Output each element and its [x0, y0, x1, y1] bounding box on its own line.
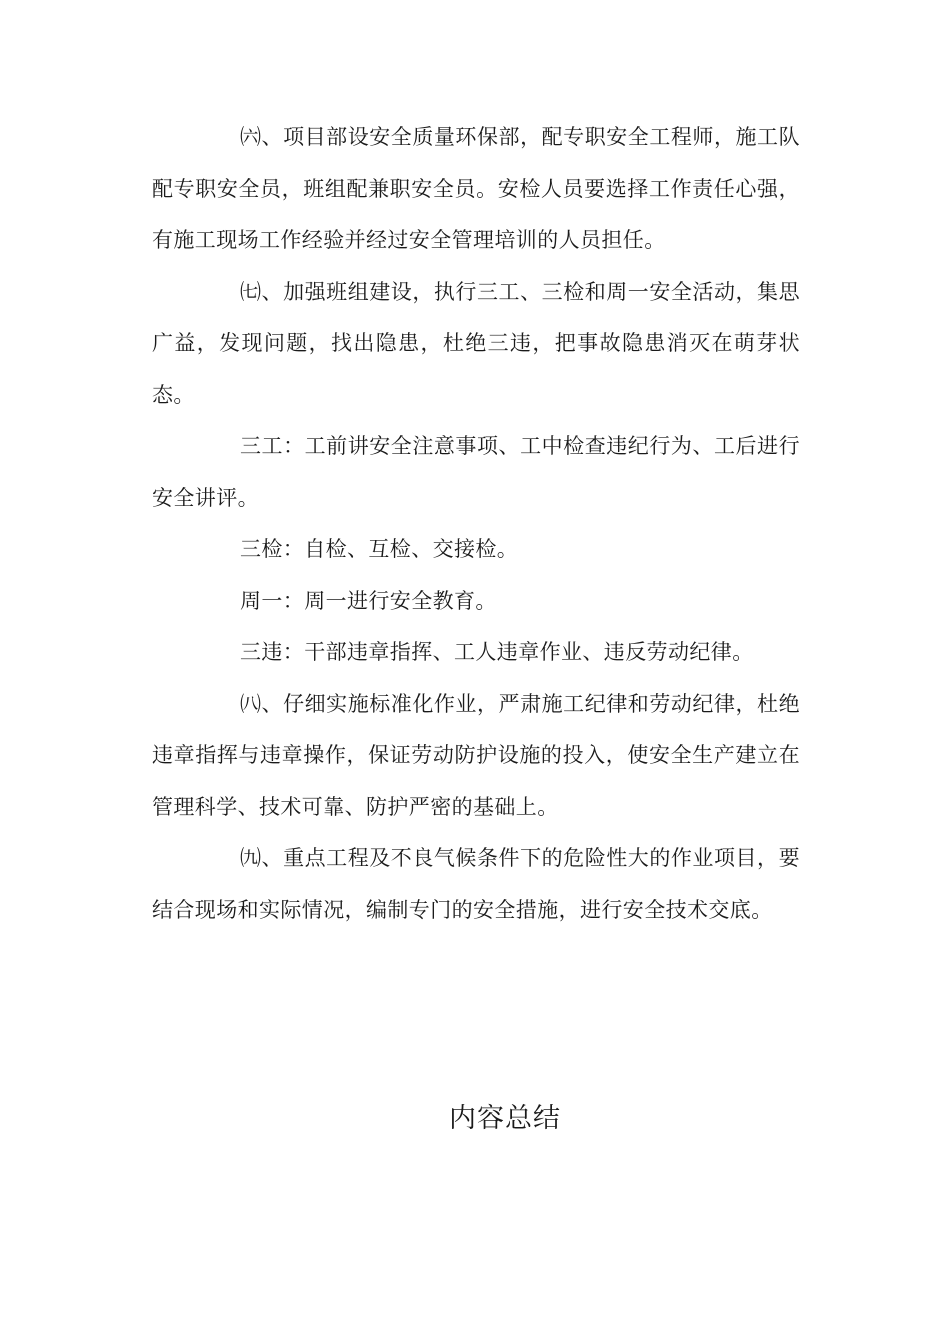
paragraph-standardized-work: ㈧、仔细实施标准化作业，严肃施工纪律和劳动纪律，杜绝违章指挥与违章操作，保证劳动防护设施的投入，使安全生产建立在管理科学、技术可靠、防护严密的基础上。: [152, 691, 800, 819]
paragraph-safety-department: ㈥、项目部设安全质量环保部，配专职安全工程师，施工队配专职安全员，班组配兼职安全员。安检人员要选择工作责任心强，有施工现场工作经验并经过安全管理培训的人员担任。: [152, 125, 800, 252]
paragraph-monday: 周一：周一进行安全教育。: [240, 588, 497, 613]
paragraph-three-violations: 三违：干部违章指挥、工人违章作业、违反劳动纪律。: [240, 640, 754, 664]
paragraph-team-building: ㈦、加强班组建设，执行三工、三检和周一安全活动，集思广益，发现问题，找出隐患，杜绝三违，把事故隐患消灭在萌芽状态。: [152, 279, 800, 407]
summary-heading: 内容总结: [449, 1103, 561, 1134]
document-body: [152, 112, 800, 936]
paragraph-three-work: 三工：工前讲安全注意事项、工中检查违纪行为、工后进行安全讲评。: [152, 434, 800, 510]
paragraph-key-projects: ㈨、重点工程及不良气候条件下的危险性大的作业项目，要结合现场和实际情况，编制专门的安全措施，进行安全技术交底。: [152, 846, 800, 922]
paragraph-three-checks: 三检：自检、互检、交接检。: [240, 537, 519, 561]
